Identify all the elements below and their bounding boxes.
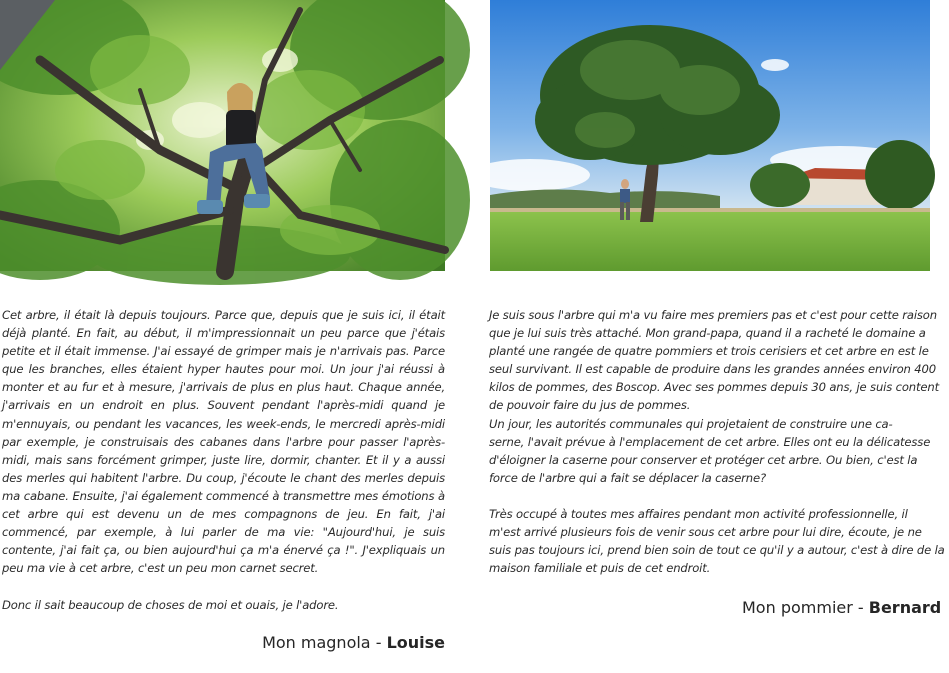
signature-prefix: Mon magnola - [262,633,387,652]
paragraph: Donc il sait beaucoup de choses de moi et ouais, je l'adore. [2,597,339,612]
text-line: Je suis sous l'arbre qui m'a vu faire mes premiers pas et c'est pour cette raison [489,308,937,322]
text-line: Un jour, les autorités communales qui projetaient de construire une ca- [489,416,893,431]
signature-louise [262,633,445,652]
text-line: d'éloigner la caserne pour conserver et protéger cet arbre. Ou bien, c'est la [489,452,918,467]
text-line: kilos de pommes, des Boscop. Avec ses pommes depuis 30 ans, je suis content [489,380,939,395]
signature-prefix: Mon pommier - [742,598,869,617]
text-line: planté une rangée de quatre pommiers et trois cerisiers et cet arbre en est le [489,344,929,359]
text-line: que je lui suis très attaché. Mon grand-papa, quand il a racheté le domaine a [489,326,926,341]
text-line: m'est arrivé plusieurs fois de venir sous cet arbre pour lui dire, écoute, je ne [489,525,922,540]
signature-name: Bernard [868,598,942,617]
text-line: de pouvoir faire du jus de pommes. [489,398,691,413]
text-line: serne, l'avait prévue à l'emplacement de cet arbre. Elles ont eu la délicatesse [489,434,931,449]
text-column-louise [2,306,445,614]
signature-bernard [742,598,941,617]
text-line: Très occupé à toutes mes affaires pendant mon activité professionnelle, il [489,507,908,522]
photo-girl-in-magnolia-tree [0,0,445,271]
paragraph: Cet arbre, il était là depuis toujours. Parce que, depuis que je suis ici, il était déjà planté. En fait, au début, il m'impressionnait un peu parce que j'étais petite et il était immense. J'ai essayé de grimper mais je n'arrivais pas. Parce que les branches, elles étaient hyper hautes pour moi. Un jour j'ai réussi à monter et au fur et à mesure, j'arrivais de plus en plus haut. Chaque année, j'arrivais en un endroit en plus. Souvent pendant l'après-midi quand je m'ennuyais, ou pendant les vacances, les week-ends, le mercredi après-midi par exemple, je construisais des cabanes dans l'arbre pour passer l'après-midi, mais sans forcément grimper, juste lire, dormir, chanter. Et il y a aussi des merles qui habitent l'arbre. Du coup, j'écoute le chant des merles depuis ma cabane. Ensuite, j'ai également commencé à transmettre mes émotions à cet arbre qui est devenu un de mes compagnons de jeu. En fait, j'ai commencé, par exemple, à lui parler de ma vie: "Aujourd'hui, je suis contente, j'ai fait ça, ou bien aujourd'hui ça m'a énervé ça !". J'expliquais un peu ma vie à cet arbre, c'est un peu mon carnet secret. [2,308,445,576]
text-column-bernard [489,306,949,577]
text-line: seul survivant. Il est capable de produire dans les grandes années environ 400 [489,362,936,377]
signature-name: Louise [386,633,445,652]
text-line: suis pas toujours ici, prend bien soin de tout ce qu'il y a autour, c'est à dire de la [489,543,945,558]
text-line: force de l'arbre qui a fait se déplacer la caserne? [489,470,766,485]
photo-man-under-apple-tree [490,0,930,271]
text-line: maison familiale et puis de cet endroit. [489,561,711,576]
